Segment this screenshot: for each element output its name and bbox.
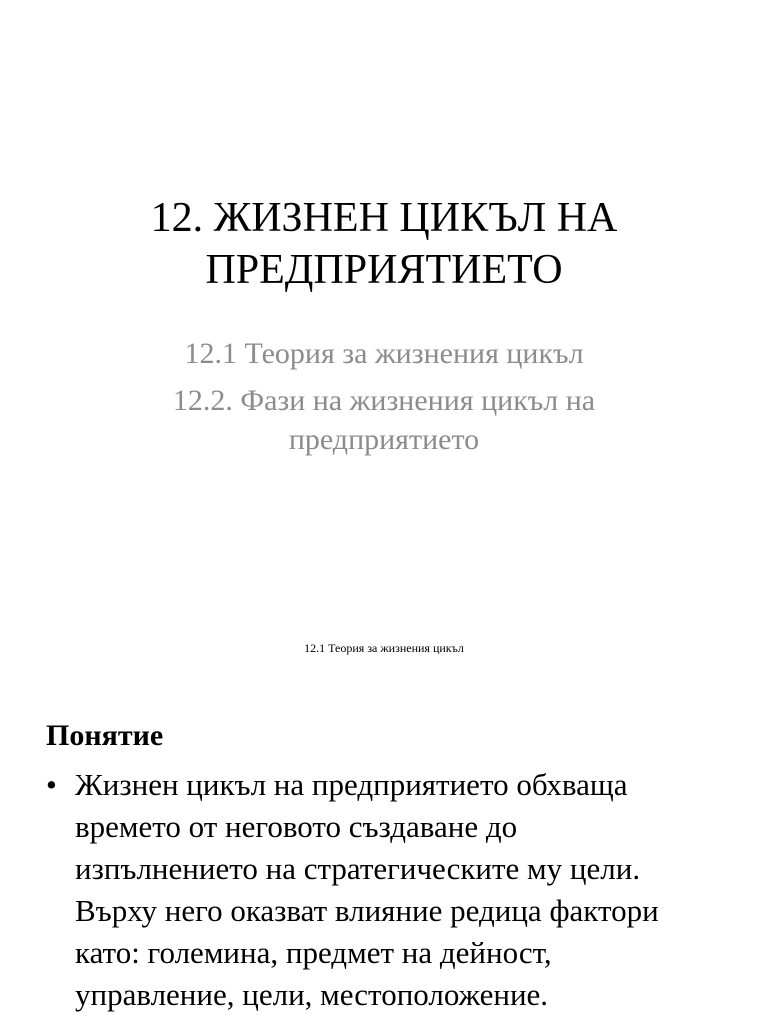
slide-title-line-2: ПРЕДПРИЯТИЕТО xyxy=(205,247,563,293)
concept-heading: Понятие xyxy=(46,719,164,752)
bullet-dot-icon: • xyxy=(46,767,57,802)
bullet-text-line-5: като: големина, предмет на дейност, xyxy=(75,935,552,970)
slide-title-line-1: 12. ЖИЗНЕН ЦИКЪЛ НА xyxy=(150,195,618,241)
bullet-text-line-4: Върху него оказват влияние редица фактори xyxy=(75,893,659,928)
bullet-text-line-6: управление, цели, местоположение. xyxy=(75,977,549,1012)
subtitle-item-1: 12.1 Теория за жизнения цикъл xyxy=(184,337,584,370)
bullet-text-line-2: времето от неговото създаване до xyxy=(75,809,518,844)
subtitle-item-2-line-1: 12.2. Фази на жизнения цикъл на xyxy=(172,384,596,417)
subtitle-list xyxy=(0,334,768,460)
bullet-text-line-1: Жизнен цикъл на предприятието обхваща xyxy=(75,767,628,802)
concept-bullet-item xyxy=(46,764,736,1016)
section-caption: 12.1 Теория за жизнения цикъл xyxy=(304,641,464,655)
subtitle-item-2-line-2: предприятието xyxy=(288,423,480,456)
concept-bullet-list xyxy=(46,764,736,1016)
slide-title xyxy=(0,192,768,296)
bullet-text-line-3: изпълнението на стратегическите му цели. xyxy=(75,851,641,886)
